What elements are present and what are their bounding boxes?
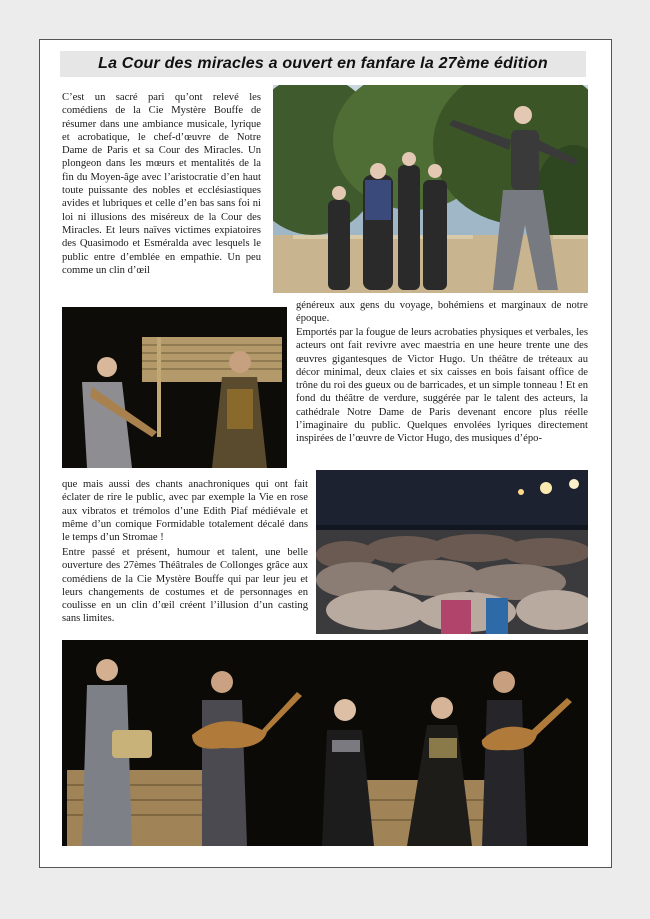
paragraph-conclusion: Entre passé et présent, humour et talent, une belle ouverture des 27èmes Théâtrales de Collonges grâce aux comédiens de la Cie Mystère Bouffe qui par leur jeu et leurs changements de costumes et de personnages en coulisse en un clin d’œil créent l’illusion d’un casting sans limites. [62, 547, 308, 625]
photo-stage-cast [273, 85, 588, 293]
article-page [39, 39, 612, 868]
paragraph-songs: que mais aussi des chants anachroniques qui ont fait éclater de rire le public, avec par exemple la Vie en rose aux vibratos et trémolos d’une Edith Piaf médiévale et même d’un comique Formidable totalement décalé dans le temps d’un Stromae ! [62, 479, 308, 544]
title-italic-part: La Cour des miracles [98, 55, 264, 72]
paragraph-intro: C’est un sacré pari qu’ont relevé les comédiens de la Cie Mystère Bouffe de résumer dans une ambiance musicale, lyrique et acrobatique, le chef-d’œuvre de Notre Dame de Paris et sa Cour des Miracles. Un plongeon dans les mœurs et mentalités de la fin du Moyen-âge avec l’aristocratie d’en haut toute puissante des nobles et ecclésiastiques avides et lubriques et celle d’en bas sans foi ni loi ni illusions des miséreux de la Cour des Miracles. Et leurs naïves victimes expiatoires des Quasimodo et Esméralda avec lesquels le public entre d’emblée en empathie. Un peu comme un clin d’œil [62, 92, 261, 276]
photo-two-actors [62, 307, 287, 468]
photo-musicians [62, 640, 588, 846]
title-rest-part: a ouvert en fanfare la 27ème édition [263, 55, 548, 72]
paragraph-continuation: généreux aux gens du voyage, bohémiens et marginaux de notre époque. [296, 300, 588, 325]
photo-audience [316, 470, 588, 634]
paragraph-performance: Emportés par la fougue de leurs acrobaties physiques et verbales, les acteurs ont fait revivre avec maestria en une heure trente une des œuvres gigantesques de Victor Hugo. Un théâtre de tréteaux au décor minimal, deux claies et six caisses en bois faisant office de trône du roi des gueux ou de barricades, et un simple tonneau ! Et en fond du théâtre de verdure, suggérée par le talent des acteurs, la cathédrale Notre Dame de Paris devenant encore plus réelle l’imaginaire du public. Quelques envolées lyriques directement inspirées de l’œuvre de Victor Hugo, des musiques d’épo- [296, 327, 588, 445]
article-title [60, 51, 586, 77]
